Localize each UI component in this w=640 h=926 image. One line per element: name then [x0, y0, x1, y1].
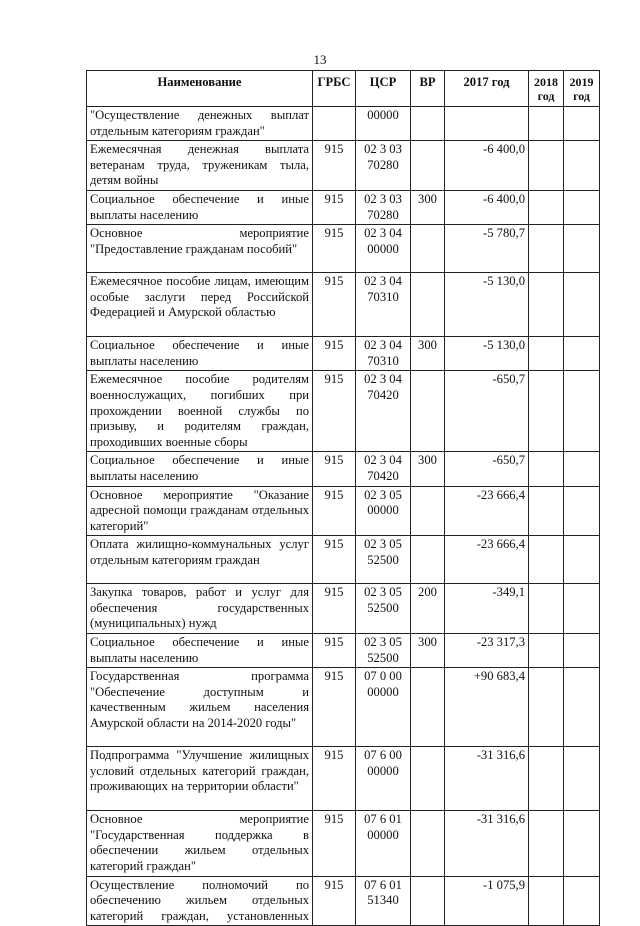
row-name: Закупка товаров, работ и услуг для обеспечения государственных (муниципальных) нужд [87, 584, 313, 634]
row-amount-2017: -6 400,0 [445, 190, 529, 224]
row-name: Оплата жилищно-коммунальных услуг отдельным категориям граждан [87, 536, 313, 584]
row-amount-2017: -650,7 [445, 371, 529, 452]
row-vr [411, 811, 445, 876]
row-name: Государственная программа "Обеспечение доступным и качественным жильем населения Амурской области на 2014-2020 годы" [87, 668, 313, 747]
row-csr: 07 6 00 00000 [356, 747, 411, 811]
row-grbs: 915 [313, 811, 356, 876]
row-vr [411, 371, 445, 452]
row-csr: 07 6 01 51340 [356, 876, 411, 926]
row-amount-2017: -31 316,6 [445, 811, 529, 876]
table-row [87, 747, 600, 811]
budget-table [86, 70, 600, 926]
row-vr [411, 273, 445, 337]
row-csr: 02 3 04 70420 [356, 452, 411, 486]
row-name: Основное мероприятие "Государственная поддержка в обеспечении жильем отдельных категорий граждан" [87, 811, 313, 876]
row-amount-2019 [564, 337, 600, 371]
column-header-vr: ВР [411, 71, 445, 107]
row-amount-2017: -6 400,0 [445, 141, 529, 191]
row-name: Социальное обеспечение и иные выплаты населению [87, 190, 313, 224]
row-vr [411, 141, 445, 191]
row-csr: 02 3 04 70310 [356, 273, 411, 337]
row-amount-2019 [564, 371, 600, 452]
row-amount-2019 [564, 107, 600, 141]
row-grbs: 915 [313, 876, 356, 926]
row-amount-2019 [564, 634, 600, 668]
row-amount-2019 [564, 225, 600, 273]
table-row [87, 634, 600, 668]
table-row [87, 190, 600, 224]
row-name: Ежемесячное пособие лицам, имеющим особые заслуги перед Российской Федерацией и Амурской областью [87, 273, 313, 337]
row-name: Основное мероприятие "Предоставление гражданам пособий" [87, 225, 313, 273]
row-amount-2019 [564, 536, 600, 584]
row-amount-2019 [564, 876, 600, 926]
row-csr: 00000 [356, 107, 411, 141]
row-grbs: 915 [313, 371, 356, 452]
column-header-csr: ЦСР [356, 71, 411, 107]
table-body [87, 107, 600, 926]
row-amount-2018 [529, 371, 564, 452]
row-grbs: 915 [313, 225, 356, 273]
row-name: Осуществление полномочий по обеспечению жильем отдельных категорий граждан, установленных [87, 876, 313, 926]
row-grbs: 915 [313, 190, 356, 224]
row-csr: 02 3 03 70280 [356, 190, 411, 224]
row-grbs: 915 [313, 273, 356, 337]
row-amount-2018 [529, 811, 564, 876]
row-csr: 02 3 05 52500 [356, 634, 411, 668]
row-amount-2017: -349,1 [445, 584, 529, 634]
column-header-grbs: ГРБС [313, 71, 356, 107]
row-grbs: 915 [313, 634, 356, 668]
row-amount-2018 [529, 273, 564, 337]
row-grbs: 915 [313, 337, 356, 371]
row-name: Социальное обеспечение и иные выплаты населению [87, 452, 313, 486]
row-amount-2017: -31 316,6 [445, 747, 529, 811]
row-vr [411, 107, 445, 141]
row-vr: 300 [411, 452, 445, 486]
row-grbs: 915 [313, 584, 356, 634]
row-name: Подпрограмма "Улучшение жилищных условий отдельных категорий граждан, проживающих на территории области" [87, 747, 313, 811]
row-amount-2017: -23 666,4 [445, 536, 529, 584]
table-row [87, 811, 600, 876]
row-vr: 300 [411, 337, 445, 371]
row-name: Ежемесячная денежная выплата ветеранам труда, труженикам тыла, детям войны [87, 141, 313, 191]
row-name: Социальное обеспечение и иные выплаты населению [87, 337, 313, 371]
row-amount-2018 [529, 141, 564, 191]
row-amount-2017 [445, 107, 529, 141]
row-csr: 02 3 04 70420 [356, 371, 411, 452]
row-amount-2019 [564, 190, 600, 224]
column-header-name: Наименование [87, 71, 313, 107]
row-grbs: 915 [313, 747, 356, 811]
row-name: Социальное обеспечение и иные выплаты населению [87, 634, 313, 668]
table-row [87, 225, 600, 273]
row-amount-2017: -23 317,3 [445, 634, 529, 668]
row-vr [411, 536, 445, 584]
row-amount-2018 [529, 190, 564, 224]
row-csr: 02 3 05 52500 [356, 536, 411, 584]
row-amount-2019 [564, 668, 600, 747]
row-amount-2017: -5 130,0 [445, 273, 529, 337]
table-row [87, 536, 600, 584]
row-csr: 02 3 04 00000 [356, 225, 411, 273]
row-amount-2017: -23 666,4 [445, 486, 529, 536]
row-amount-2019 [564, 584, 600, 634]
row-amount-2017: -650,7 [445, 452, 529, 486]
row-csr: 02 3 04 70310 [356, 337, 411, 371]
row-grbs [313, 107, 356, 141]
row-vr [411, 876, 445, 926]
row-amount-2018 [529, 225, 564, 273]
row-amount-2018 [529, 536, 564, 584]
row-csr: 02 3 05 00000 [356, 486, 411, 536]
row-amount-2018 [529, 337, 564, 371]
row-amount-2018 [529, 107, 564, 141]
row-vr [411, 747, 445, 811]
row-grbs: 915 [313, 486, 356, 536]
row-grbs: 915 [313, 452, 356, 486]
row-vr [411, 486, 445, 536]
page-number: 13 [313, 52, 327, 67]
table-row [87, 107, 600, 141]
row-csr: 02 3 05 52500 [356, 584, 411, 634]
row-amount-2017: -5 780,7 [445, 225, 529, 273]
table-header [87, 71, 600, 107]
row-amount-2018 [529, 668, 564, 747]
column-header-2019: 2019 год [564, 71, 600, 107]
row-vr [411, 668, 445, 747]
row-amount-2017: +90 683,4 [445, 668, 529, 747]
row-name: "Осуществление денежных выплат отдельным категориям граждан" [87, 107, 313, 141]
row-vr: 200 [411, 584, 445, 634]
table-row [87, 876, 600, 926]
row-name: Основное мероприятие "Оказание адресной помощи гражданам отдельных категорий" [87, 486, 313, 536]
row-amount-2017: -5 130,0 [445, 337, 529, 371]
row-vr: 300 [411, 634, 445, 668]
row-amount-2018 [529, 634, 564, 668]
table-row [87, 141, 600, 191]
row-grbs: 915 [313, 141, 356, 191]
table-row [87, 273, 600, 337]
row-amount-2018 [529, 747, 564, 811]
row-csr: 02 3 03 70280 [356, 141, 411, 191]
row-grbs: 915 [313, 668, 356, 747]
row-amount-2019 [564, 811, 600, 876]
table-row [87, 452, 600, 486]
column-header-2017: 2017 год [445, 71, 529, 107]
row-amount-2019 [564, 141, 600, 191]
row-amount-2019 [564, 452, 600, 486]
row-csr: 07 0 00 00000 [356, 668, 411, 747]
table-row [87, 584, 600, 634]
row-amount-2019 [564, 486, 600, 536]
row-amount-2018 [529, 584, 564, 634]
table-row [87, 371, 600, 452]
row-grbs: 915 [313, 536, 356, 584]
row-vr: 300 [411, 190, 445, 224]
row-amount-2018 [529, 452, 564, 486]
row-amount-2018 [529, 876, 564, 926]
table-row [87, 668, 600, 747]
table-row [87, 337, 600, 371]
row-name: Ежемесячное пособие родителям военнослужащих, погибших при прохождении военной службы по призыву, и родителям граждан, проходивших военные сборы [87, 371, 313, 452]
row-amount-2017: -1 075,9 [445, 876, 529, 926]
row-amount-2018 [529, 486, 564, 536]
row-csr: 07 6 01 00000 [356, 811, 411, 876]
table-row [87, 486, 600, 536]
row-vr [411, 225, 445, 273]
column-header-2018: 2018 год [529, 71, 564, 107]
row-amount-2019 [564, 273, 600, 337]
row-amount-2019 [564, 747, 600, 811]
